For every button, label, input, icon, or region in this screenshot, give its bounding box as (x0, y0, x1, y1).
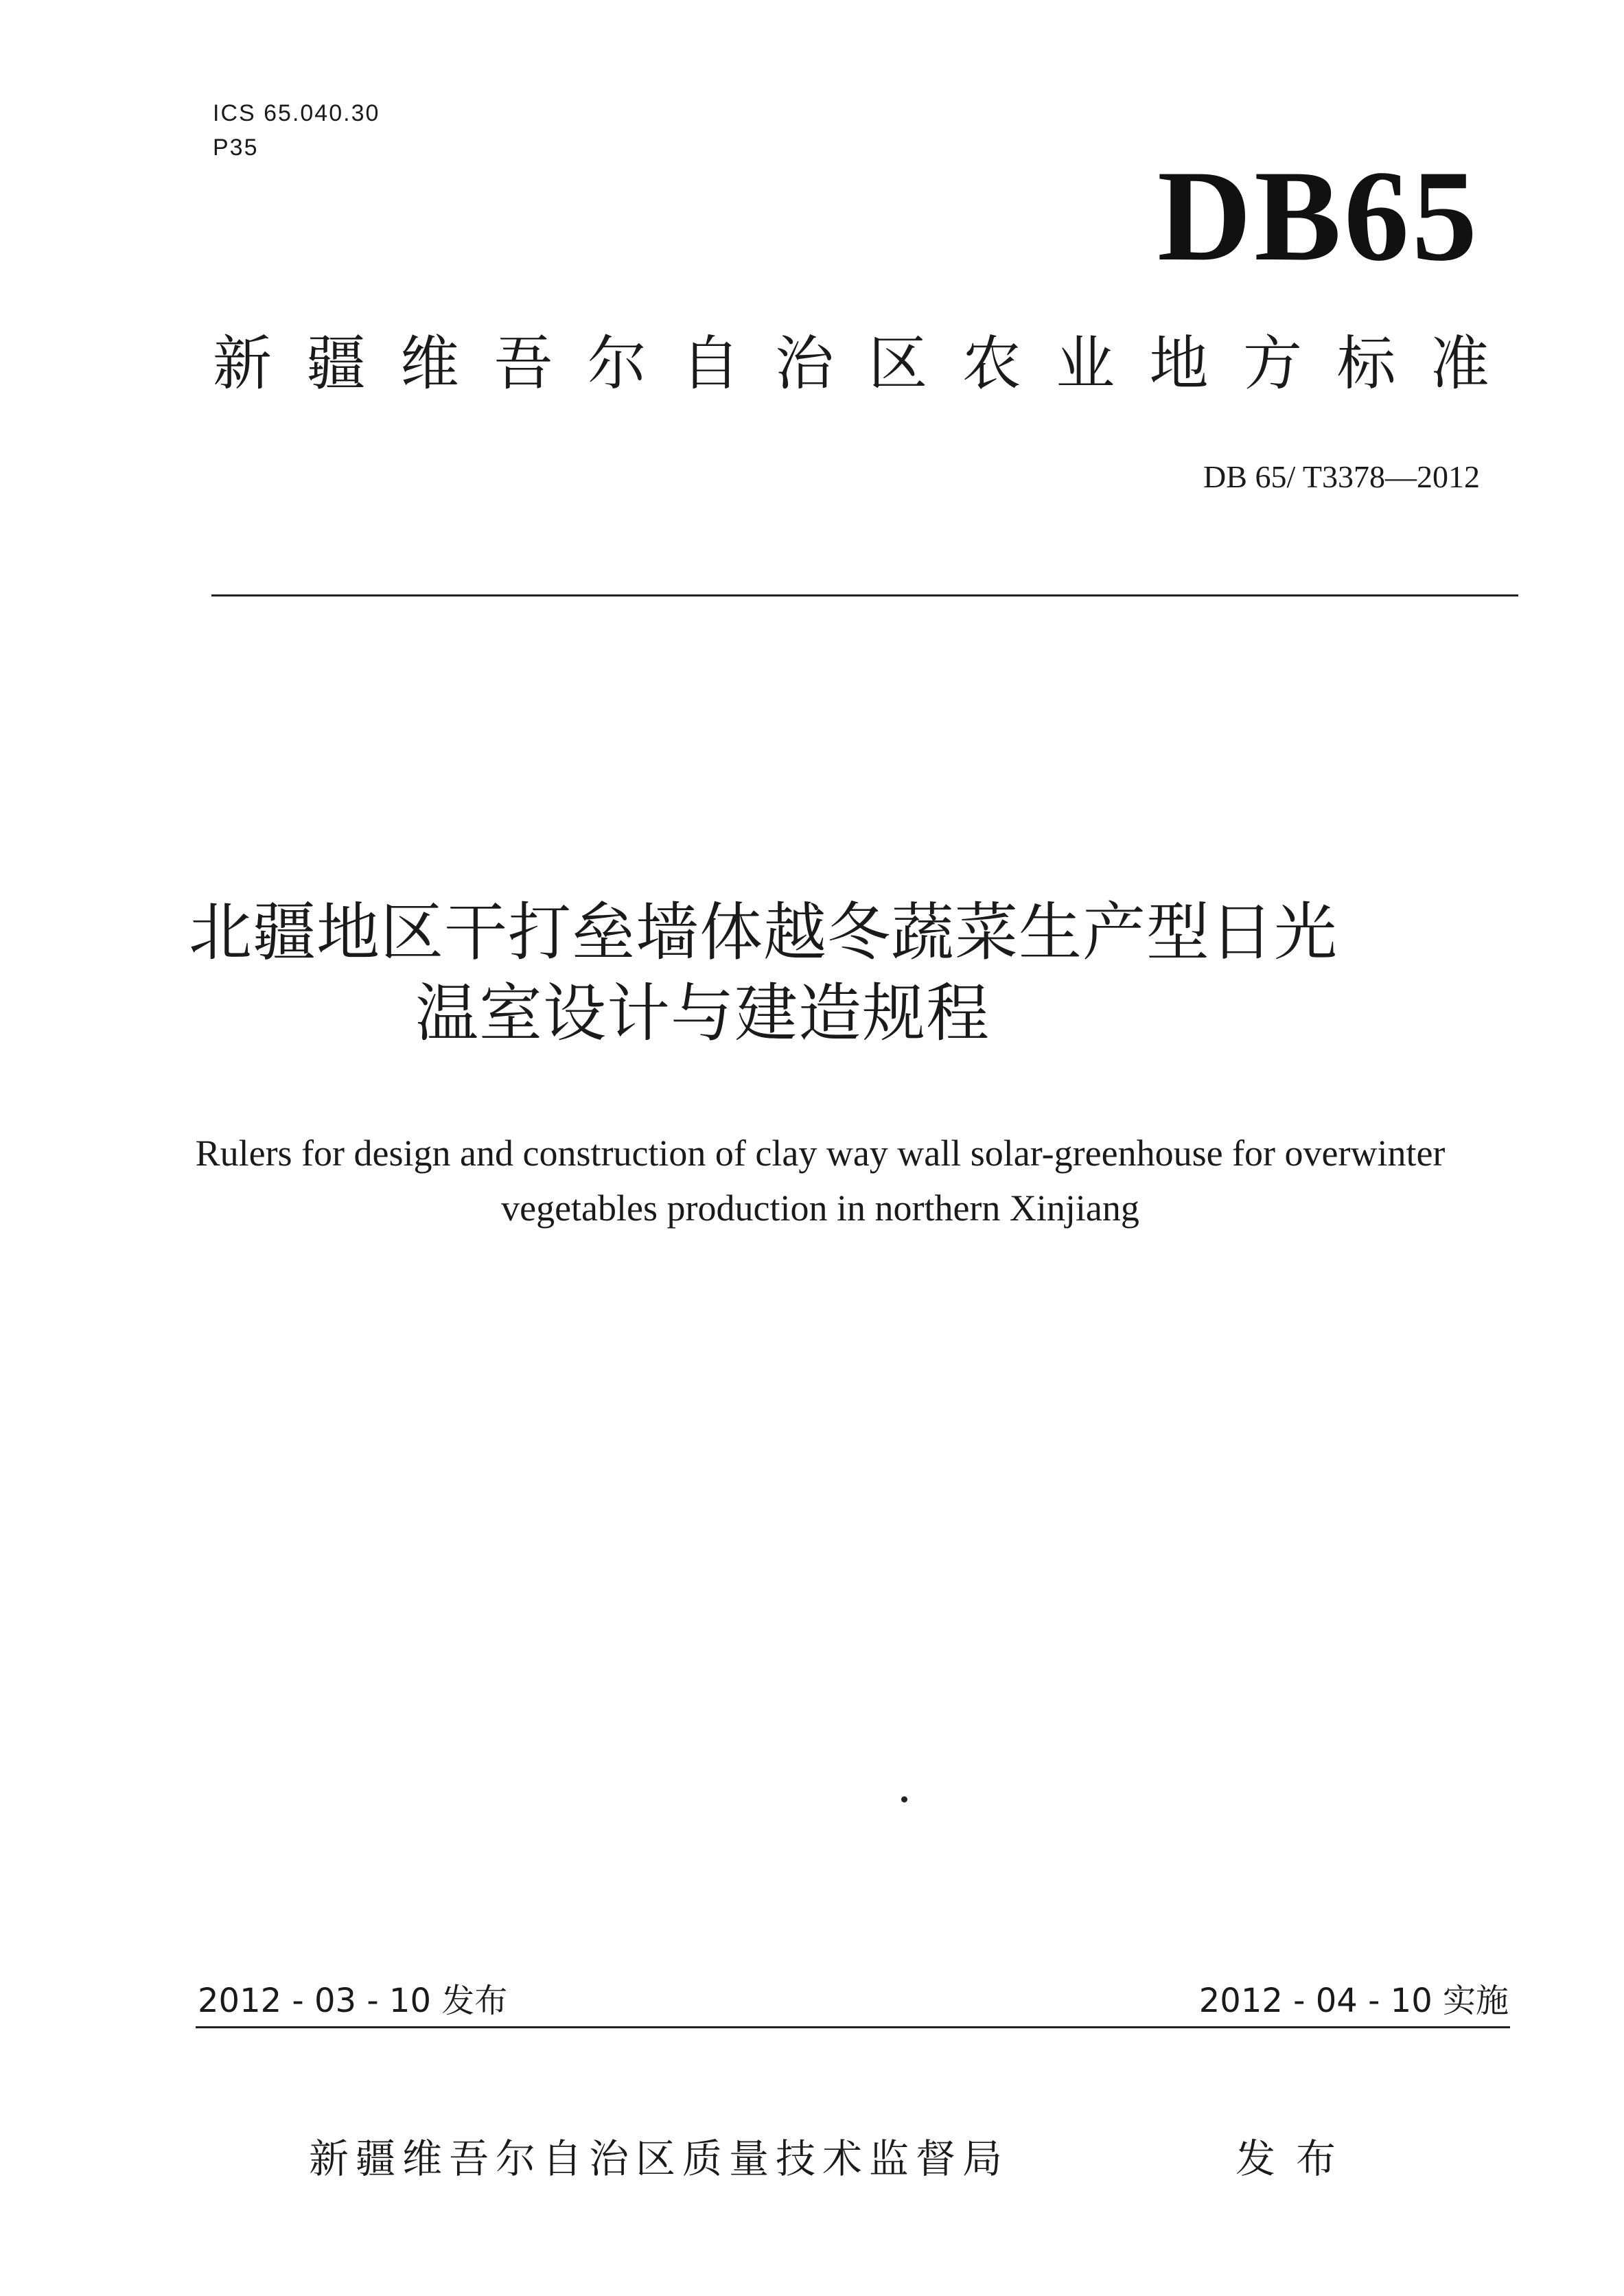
ccs-code: P35 (213, 135, 259, 161)
standard-category-char: 自 (681, 329, 741, 398)
publisher-name: 新疆维吾尔自治区质量技术监督局 (309, 2135, 1010, 2182)
standard-category-char: 维 (399, 329, 459, 398)
title-chinese (178, 892, 1455, 1054)
standard-category-char: 治 (774, 329, 834, 398)
standard-category-char: 尔 (587, 329, 647, 398)
title-chinese-line-1: 北疆地区干打垒墙体越冬蔬菜生产型日光 (189, 896, 1338, 969)
implementation-date: 2012 - 04 - 10 实施 (1198, 1982, 1509, 2020)
standard-prefix-logo: DB65 (1157, 144, 1480, 288)
standard-category-char: 区 (868, 329, 928, 398)
publish-label: 发布 (1236, 2135, 1357, 2182)
standard-category-char: 农 (962, 329, 1021, 398)
issue-date: 2012 - 03 - 10 发布 (198, 1982, 508, 2020)
standard-category-char: 业 (1056, 329, 1115, 398)
footer-divider (196, 2026, 1510, 2028)
standard-category-char: 地 (1149, 329, 1209, 398)
title-english-line-1: Rulers for design and construction of clay way wall solar-greenhouse for overwinter (195, 1133, 1446, 1174)
standard-category-char: 吾 (494, 329, 553, 398)
standard-category (213, 329, 1489, 398)
header-divider (211, 594, 1518, 596)
standard-number: DB 65/ T3378—2012 (1203, 459, 1480, 494)
standard-category-char: 准 (1430, 329, 1489, 398)
standard-category-char: 方 (1242, 329, 1302, 398)
ics-code: ICS 65.040.30 (213, 100, 380, 126)
title-chinese-line-2: 温室设计与建造规程 (415, 977, 990, 1050)
title-english-line-2: vegetables production in northern Xinjiang (501, 1187, 1139, 1229)
scan-mark (901, 1796, 907, 1802)
standard-category-char: 标 (1336, 329, 1396, 398)
classification-codes (213, 96, 380, 165)
standard-category-char: 新 (213, 329, 272, 398)
standard-category-char: 疆 (306, 329, 366, 398)
title-english (175, 1126, 1465, 1236)
